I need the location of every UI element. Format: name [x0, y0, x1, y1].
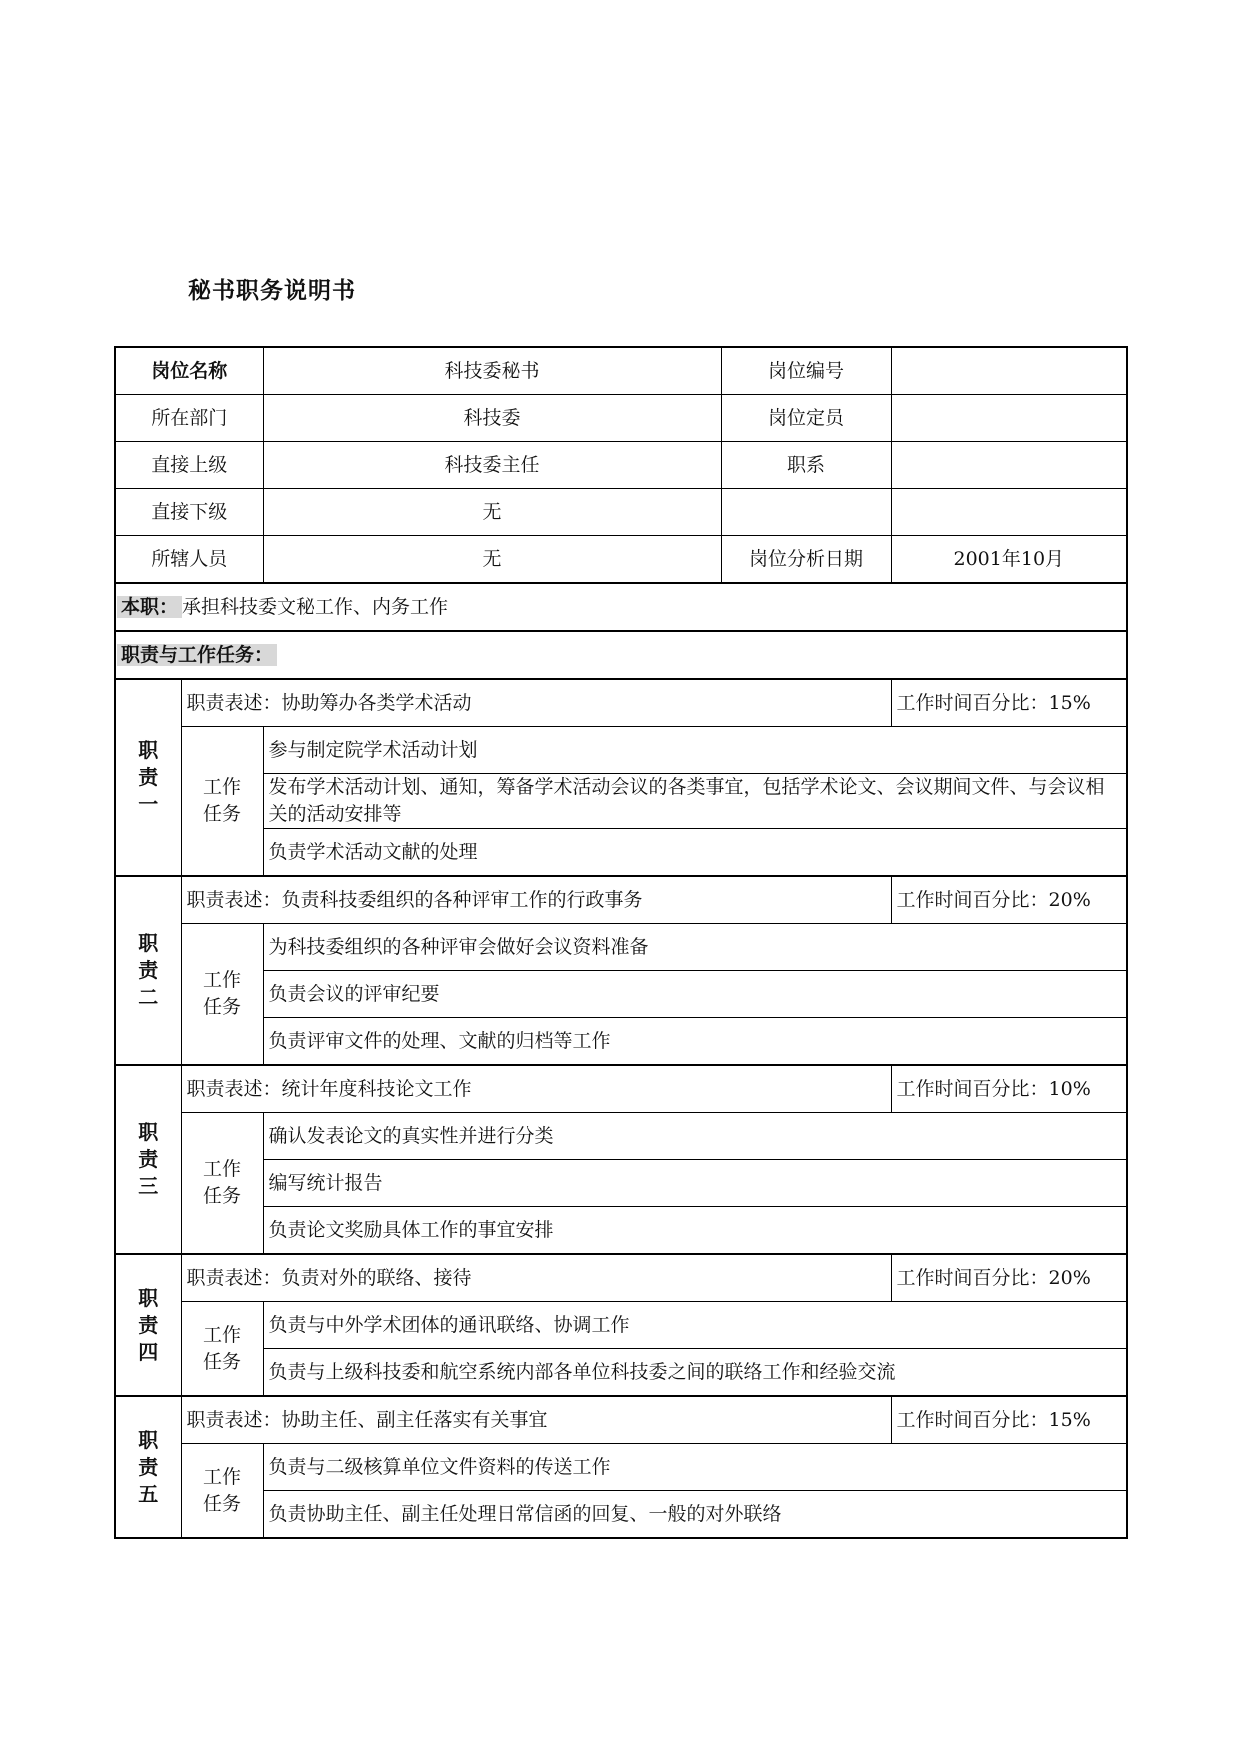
duty-desc-row — [115, 679, 1127, 727]
duty-desc-label: 职责表述： — [186, 691, 282, 714]
duty-desc-row — [115, 1254, 1127, 1302]
info-label: 岗位名称 — [115, 347, 263, 395]
task-item: 负责论文奖励具体工作的事宜安排 — [263, 1207, 1127, 1255]
task-row — [115, 1207, 1127, 1255]
duty-description — [181, 1396, 891, 1444]
info-label: 直接上级 — [115, 442, 263, 489]
task-row — [115, 774, 1127, 829]
info-row — [115, 395, 1127, 442]
info-label — [721, 489, 891, 536]
duty-desc-text: 负责科技委组织的各种评审工作的行政事务 — [281, 888, 643, 911]
pct-label: 工作时间百分比： — [896, 888, 1049, 911]
task-row — [115, 1302, 1127, 1349]
info-value: 科技委秘书 — [263, 347, 721, 395]
task-item: 负责会议的评审纪要 — [263, 971, 1127, 1018]
duty-desc-text: 协助筹办各类学术活动 — [281, 691, 472, 714]
task-row — [115, 1444, 1127, 1491]
duty-name: 职责四 — [115, 1254, 181, 1396]
pct-label: 工作时间百分比： — [896, 1266, 1049, 1289]
task-label: 工作任务 — [181, 1444, 263, 1539]
duties-header: 职责与工作任务： — [117, 644, 277, 666]
info-row — [115, 489, 1127, 536]
duty-description — [181, 1254, 891, 1302]
duty-desc-label: 职责表述： — [186, 888, 282, 911]
main-duty-row — [115, 583, 1127, 631]
info-label: 岗位编号 — [721, 347, 891, 395]
time-percentage — [891, 876, 1127, 924]
document-title: 秘书职务说明书 — [188, 278, 356, 304]
info-value — [891, 442, 1127, 489]
time-percentage — [891, 1254, 1127, 1302]
task-label: 工作任务 — [181, 727, 263, 877]
task-row — [115, 1160, 1127, 1207]
info-row — [115, 347, 1127, 395]
duties-header-cell — [115, 631, 1127, 679]
pct-label: 工作时间百分比： — [896, 1408, 1049, 1431]
pct-label: 工作时间百分比： — [896, 691, 1049, 714]
job-description-table — [114, 346, 1128, 1539]
duty-desc-row — [115, 876, 1127, 924]
pct-value: 20% — [1048, 888, 1091, 911]
info-value: 科技委 — [263, 395, 721, 442]
info-value: 科技委主任 — [263, 442, 721, 489]
duty-description — [181, 679, 891, 727]
task-item: 负责与上级科技委和航空系统内部各单位科技委之间的联络工作和经验交流 — [263, 1349, 1127, 1397]
task-item: 确认发表论文的真实性并进行分类 — [263, 1113, 1127, 1160]
duty-desc-label: 职责表述： — [186, 1266, 282, 1289]
duty-desc-text: 协助主任、副主任落实有关事宜 — [281, 1408, 548, 1431]
task-item: 发布学术活动计划、通知，筹备学术活动会议的各类事宜，包括学术论文、会议期间文件、与会议相关的活动安排等 — [263, 774, 1127, 829]
info-value — [891, 347, 1127, 395]
info-label: 岗位定员 — [721, 395, 891, 442]
task-row — [115, 1018, 1127, 1066]
task-label: 工作任务 — [181, 1113, 263, 1255]
info-value: 无 — [263, 489, 721, 536]
task-item: 为科技委组织的各种评审会做好会议资料准备 — [263, 924, 1127, 971]
task-row — [115, 1349, 1127, 1397]
task-row — [115, 1491, 1127, 1539]
main-duty-label: 本职： — [117, 596, 182, 618]
main-duty-text: 承担科技委文秘工作、内务工作 — [182, 595, 449, 618]
task-item: 负责与二级核算单位文件资料的传送工作 — [263, 1444, 1127, 1491]
task-row — [115, 971, 1127, 1018]
task-item: 参与制定院学术活动计划 — [263, 727, 1127, 774]
time-percentage — [891, 679, 1127, 727]
pct-value: 20% — [1048, 1266, 1091, 1289]
duty-desc-row — [115, 1396, 1127, 1444]
duty-name: 职责二 — [115, 876, 181, 1065]
task-row — [115, 924, 1127, 971]
task-item: 负责学术活动文献的处理 — [263, 829, 1127, 877]
duty-desc-row — [115, 1065, 1127, 1113]
task-item: 负责评审文件的处理、文献的归档等工作 — [263, 1018, 1127, 1066]
duty-name: 职责三 — [115, 1065, 181, 1254]
task-row — [115, 727, 1127, 774]
task-row — [115, 1113, 1127, 1160]
time-percentage — [891, 1065, 1127, 1113]
task-label: 工作任务 — [181, 1302, 263, 1397]
duty-description — [181, 876, 891, 924]
pct-value: 15% — [1048, 691, 1091, 714]
info-label: 所在部门 — [115, 395, 263, 442]
duty-description — [181, 1065, 891, 1113]
duty-desc-text: 统计年度科技论文工作 — [281, 1077, 472, 1100]
time-percentage — [891, 1396, 1127, 1444]
task-row — [115, 829, 1127, 877]
duty-name: 职责五 — [115, 1396, 181, 1538]
pct-label: 工作时间百分比： — [896, 1077, 1049, 1100]
task-item: 负责与中外学术团体的通讯联络、协调工作 — [263, 1302, 1127, 1349]
task-item: 编写统计报告 — [263, 1160, 1127, 1207]
pct-value: 10% — [1048, 1077, 1091, 1100]
info-row — [115, 442, 1127, 489]
info-label: 岗位分析日期 — [721, 536, 891, 584]
info-label: 所辖人员 — [115, 536, 263, 584]
info-value — [891, 395, 1127, 442]
duties-header-row — [115, 631, 1127, 679]
duty-desc-label: 职责表述： — [186, 1408, 282, 1431]
info-row — [115, 536, 1127, 584]
task-item: 负责协助主任、副主任处理日常信函的回复、一般的对外联络 — [263, 1491, 1127, 1539]
info-label: 职系 — [721, 442, 891, 489]
main-duty-cell — [115, 583, 1127, 631]
duty-desc-text: 负责对外的联络、接待 — [281, 1266, 472, 1289]
info-value — [891, 489, 1127, 536]
info-value: 无 — [263, 536, 721, 584]
task-label: 工作任务 — [181, 924, 263, 1066]
duty-name: 职责一 — [115, 679, 181, 876]
info-value: 2001年10月 — [891, 536, 1127, 584]
duty-desc-label: 职责表述： — [186, 1077, 282, 1100]
info-label: 直接下级 — [115, 489, 263, 536]
pct-value: 15% — [1048, 1408, 1091, 1431]
